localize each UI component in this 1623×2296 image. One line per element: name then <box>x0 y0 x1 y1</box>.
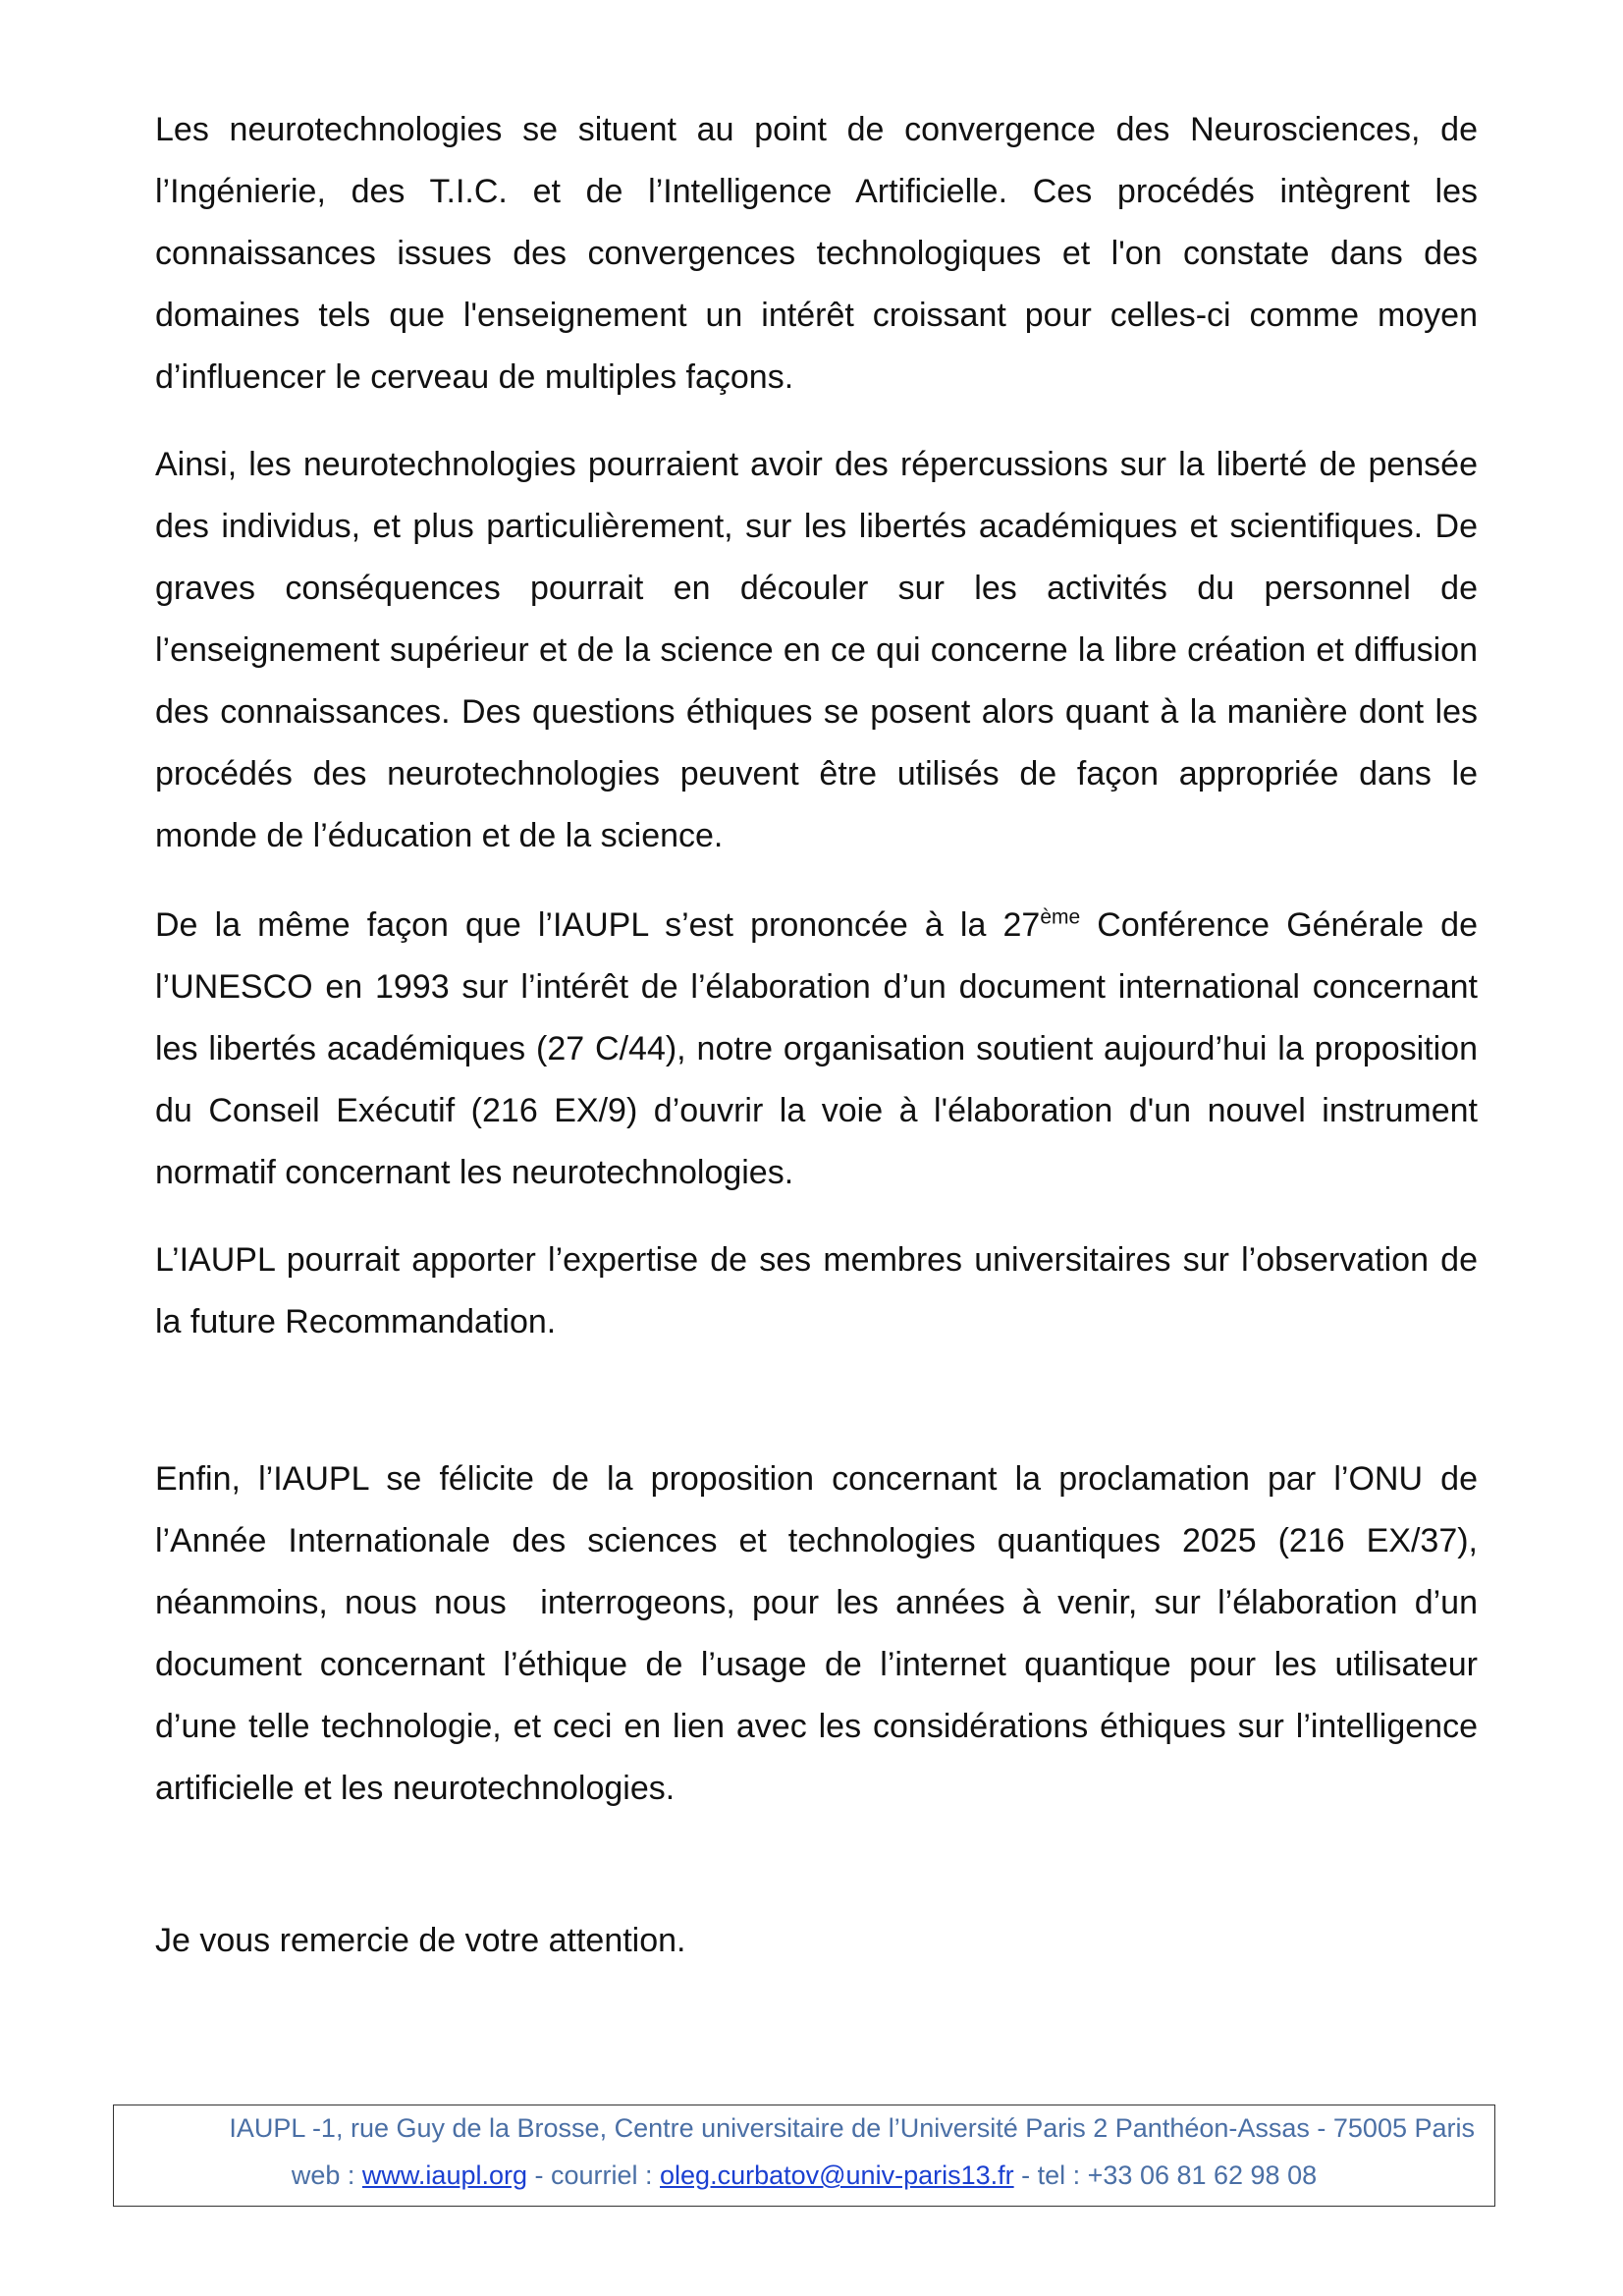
paragraph-text-part: Conférence Générale de l’UNESCO en 1993 sur l’intérêt de l’élaboration d’un document international concernant les libertés académiques (27 C/44), notre organisation soutient aujourd’hui la proposition du Conseil Exécutif (216 EX/9) d’ouvrir la voie à l'élaboration d'un nouvel instrument normatif concernant les neurotechnologies. <box>155 906 1478 1191</box>
paragraph-text: Enfin, l’IAUPL se félicite de la proposition concernant la proclamation par l’ONU de l’Année Internationale des sciences et technologies quantiques 2025 (216 EX/37), néanmoins, nous nous interrogeons, pour les années à venir, sur l’élaboration d’un document concernant l’éthique de l’usage de l’internet quantique pour les utilisateur d’une telle technologie, et ceci en lien avec les considérations éthiques sur l’intelligence artificielle et les neurotechnologies. <box>155 1460 1488 1807</box>
paragraph-iaupl-expertise <box>155 1230 1478 1353</box>
paragraph-freedom-of-thought <box>155 434 1478 867</box>
paragraph-text: Les neurotechnologies se situent au point de convergence des Neurosciences, de l’Ingénierie, des T.I.C. et de l’Intelligence Artificielle. Ces procédés intègrent les connaissances issues des convergences technologiques et l'on constate dans des domaines tels que l'enseignement un intérêt croissant pour celles-ci comme moyen d’influencer le cerveau de multiples façons. <box>155 111 1478 396</box>
website-link[interactable]: www.iaupl.org <box>361 2160 527 2190</box>
footer-address: IAUPL -1, rue Guy de la Brosse, Centre universitaire de l’Université Paris 2 Panthéon-Assas - 75005 Paris <box>229 2113 1475 2143</box>
paragraph-neurotechnologies-intro <box>155 99 1478 409</box>
paragraph-closing <box>155 1910 1478 1972</box>
email-label: - courriel : <box>527 2160 661 2190</box>
phone-number: - tel : +33 06 81 62 98 08 <box>1013 2160 1318 2190</box>
ordinal-superscript: ème <box>1040 905 1081 929</box>
email-link[interactable]: oleg.curbatov@univ-paris13.fr <box>660 2160 1014 2190</box>
paragraph-text <box>155 895 1478 1204</box>
paragraph-text: L’IAUPL pourrait apporter l’expertise de ses membres universitaires sur l’observation de la future Recommandation. <box>155 1241 1478 1340</box>
footer-contact-line <box>114 2160 1494 2191</box>
footer-contact-box <box>113 2105 1495 2207</box>
paragraph-text: Ainsi, les neurotechnologies pourraient avoir des répercussions sur la liberté de pensée des individus, et plus particulièrement, sur les libertés académiques et scientifiques. De graves conséquences pourrait en découler sur les activités du personnel de l’enseignement supérieur et de la science en ce qui concerne la libre création et diffusion des connaissances. Des questions éthiques se posent alors quant à la manière dont les procédés des neurotechnologies peuvent être utilisés de façon appropriée dans le monde de l’éducation et de la science. <box>155 446 1478 854</box>
web-label: web : <box>291 2160 362 2190</box>
paragraph-text: Je vous remercie de votre attention. <box>155 1922 686 1959</box>
paragraph-quantum-year <box>155 1449 1488 1820</box>
paragraph-unesco-conference <box>155 895 1478 1204</box>
paragraph-text-part: De la même façon que l’IAUPL s’est prononcée à la 27 <box>155 906 1041 944</box>
